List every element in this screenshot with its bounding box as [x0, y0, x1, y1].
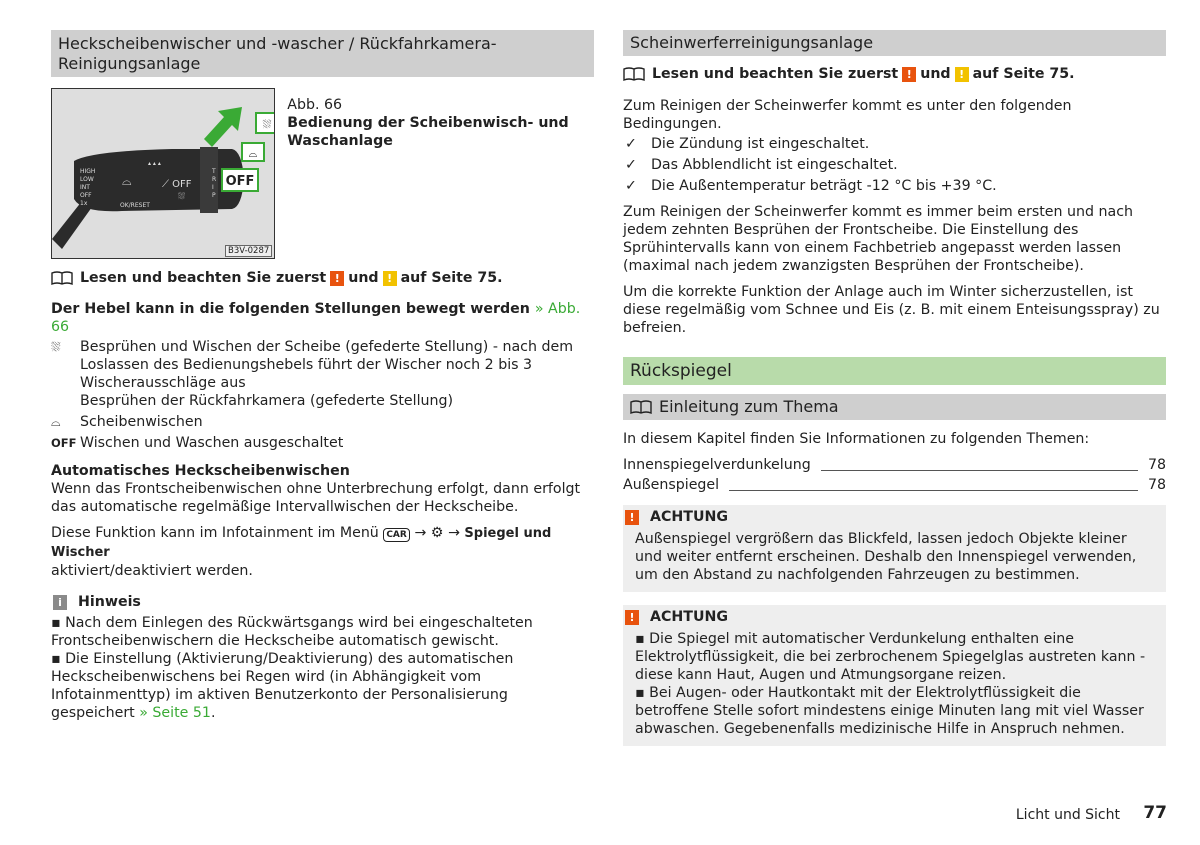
- lever-position-list: [51, 338, 594, 452]
- topics-intro: In diesem Kapitel finden Sie Informationen zu folgenden Themen:: [623, 431, 1090, 447]
- toc-list: [623, 455, 1166, 495]
- warning-box-1: [623, 505, 1166, 592]
- list-item: ⌓ Scheibenwischen: [51, 414, 203, 430]
- warning-box-2: [623, 605, 1166, 746]
- book-icon: [51, 271, 73, 285]
- read-and: und: [920, 66, 951, 82]
- warning-text-2: ▪ Bei Augen- oder Hautkontakt mit der Elektrolytflüssigkeit die betroffene Stelle sofort mindestens einige Minuten lang mit viel Wasser abwaschen. Gegebenenfalls medizinische Hilfe in Anspruch nehmen.: [635, 685, 1144, 737]
- warning-icon: !: [902, 67, 916, 82]
- right-column: [623, 30, 1166, 746]
- book-icon: [623, 67, 645, 81]
- wipe-icon: ⌓: [51, 415, 61, 429]
- off-badge: OFF: [225, 174, 255, 189]
- toc-entry[interactable]: Innenspiegelverdunkelung 78: [623, 457, 1166, 473]
- figure-image-id: B3V-0287: [225, 245, 272, 257]
- page-number: 77: [1143, 803, 1167, 823]
- book-icon: [630, 400, 652, 414]
- read-first-note-right: [623, 65, 1166, 83]
- car-button-icon: CAR: [383, 528, 410, 542]
- wiper-lever-illustration: [51, 88, 275, 259]
- read-and: und: [348, 270, 379, 286]
- figure-66: [51, 88, 594, 259]
- infotainment-path-text: Diese Funktion kann im Infotainment im Menü CAR → ⚙ → Spiegel und Wischer aktiviert/deaktiviert werden.: [51, 525, 552, 579]
- toc-leader: [729, 490, 1138, 491]
- svg-text:R: R: [212, 176, 217, 183]
- svg-text:LOW: LOW: [80, 176, 94, 183]
- list-item: ✓ Die Außentemperatur beträgt -12 °C bis +39 °C.: [623, 176, 1166, 197]
- warning-text: Außenspiegel vergrößern das Blickfeld, lassen jedoch Objekte kleiner und weiter entfernt erscheinen. Deshalb den Innenspiegel verwenden, um den Abstand zu nachfolgenden Fahrzeugen zu bestimmen.: [635, 531, 1137, 583]
- hint-heading: i Hinweis: [51, 593, 594, 611]
- hint-text-1: ▪ Nach dem Einlegen des Rückwärtsgangs wird bei eingeschalteten Frontscheibenwischern die Heckscheibe automatisch gewischt.: [51, 615, 533, 649]
- svg-text:⛆: ⛆: [178, 192, 186, 202]
- svg-text:HIGH: HIGH: [80, 168, 96, 175]
- figure-reference-link[interactable]: » Abb. 66: [51, 301, 581, 335]
- toc-leader: [821, 470, 1138, 471]
- figure-title: Bedienung der Scheibenwisch- und Waschanlage: [287, 115, 569, 149]
- read-first-note-left: [51, 269, 594, 287]
- svg-text:I: I: [212, 184, 214, 191]
- auto-wipe-text: Wenn das Frontscheibenwischen ohne Unterbrechung erfolgt, dann erfolgt das automatische regelmäßige Intervallwischen der Heckscheibe.: [51, 481, 581, 515]
- page-reference-link[interactable]: » Seite 51: [139, 705, 211, 721]
- warning-icon: !: [625, 510, 639, 525]
- read-prefix: Lesen und beachten Sie zuerst: [80, 270, 327, 286]
- list-item: OFF Wischen und Waschen ausgeschaltet: [51, 435, 344, 451]
- list-item: ✓ Das Abblendlicht ist eingeschaltet.: [623, 155, 1166, 176]
- svg-text:⟋ OFF: ⟋ OFF: [162, 179, 192, 190]
- positions-intro: Der Hebel kann in die folgenden Stellungen bewegt werden » Abb. 66: [51, 301, 581, 335]
- wiper-lever-drawing: [52, 89, 275, 259]
- info-icon: i: [53, 595, 67, 610]
- caution-icon: !: [383, 271, 397, 286]
- warning-icon: !: [330, 271, 344, 286]
- toc-entry[interactable]: Außenspiegel 78: [623, 477, 1166, 493]
- check-icon: ✓: [625, 178, 637, 194]
- warning-title: ACHTUNG: [650, 609, 728, 625]
- svg-text:▴ ▴ ▴: ▴ ▴ ▴: [148, 160, 161, 167]
- read-suffix: auf Seite 75.: [972, 66, 1075, 82]
- check-icon: ✓: [625, 157, 637, 173]
- warning-icon: !: [625, 610, 639, 625]
- auto-wipe-title: Automatisches Heckscheibenwischen: [51, 463, 350, 479]
- section-title-rear-wiper: Heckscheibenwischer und -wascher / Rückfahrkamera-Reinigungsanlage: [51, 30, 594, 77]
- chapter-title-mirrors: Rückspiegel: [623, 357, 1166, 385]
- svg-text:1x: 1x: [80, 200, 88, 207]
- headlight-paragraph-1: Zum Reinigen der Scheinwerfer kommt es immer beim ersten und nach jedem zehnten Besprühen der Frontscheibe. Die Einstellung des Sprühintervalls kann von einem Fachbetrieb angepasst werden lassen (maximal nach jedem zwanzigsten Besprühen der Frontscheibe).: [623, 204, 1133, 274]
- svg-text:T: T: [212, 168, 216, 175]
- warning-text-1: ▪ Die Spiegel mit automatischer Verdunkelung enthalten eine Elektrolytflüssigkeit, die bei zerbrochenem Spiegelglas austreten kann - diese kann Haut, Augen und Atmungsorgane reizen.: [635, 631, 1146, 683]
- list-item: ⛆ Besprühen und Wischen der Scheibe (gefederte Stellung) - nach dem Loslassen des Bedienungshebels führt der Wischer noch 2 bis 3 Wischerausschläge aus Besprühen der Rückfahrkamera (gefederte Stellung): [51, 339, 574, 409]
- section-title-headlight-cleaning: Scheinwerferreinigungsanlage: [623, 30, 1166, 56]
- warning-title: ACHTUNG: [650, 509, 728, 525]
- menu-item-mirror-wiper: Spiegel und Wischer: [51, 526, 552, 560]
- spray-wipe-icon: ⛆: [51, 340, 61, 354]
- check-icon: ✓: [625, 136, 637, 152]
- read-suffix: auf Seite 75.: [400, 270, 503, 286]
- caution-icon: !: [955, 67, 969, 82]
- svg-text:⌓: ⌓: [122, 174, 132, 188]
- svg-text:⛆: ⛆: [262, 118, 272, 131]
- footer-section-name: Licht und Sicht: [1015, 807, 1120, 823]
- headlight-paragraph-2: Um die korrekte Funktion der Anlage auch im Winter sicherzustellen, ist diese regelmäßig vom Schnee und Eis (z. B. mit einem Enteisungsspray) zu befreien.: [623, 284, 1160, 336]
- list-item: ✓ Die Zündung ist eingeschaltet.: [623, 134, 1166, 155]
- headlight-intro: Zum Reinigen der Scheinwerfer kommt es unter den folgenden Bedingungen.: [623, 98, 1072, 132]
- intro-topic-heading: Einleitung zum Thema: [623, 394, 1166, 420]
- left-column: [51, 30, 594, 722]
- hint-text-2: ▪ Die Einstellung (Aktivierung/Deaktivierung) des automatischen Heckscheibenwischens bei Regen wird (in Abhängigkeit vom Infotainmenttyp) im aktiven Benutzerkonto der Personalisierung gespeichert » Seite 51.: [51, 651, 514, 721]
- svg-text:OK/RESET: OK/RESET: [120, 202, 150, 209]
- figure-caption: [287, 88, 594, 259]
- svg-text:⌓: ⌓: [248, 147, 258, 160]
- off-symbol: OFF: [51, 436, 77, 450]
- conditions-list: [623, 134, 1166, 197]
- svg-text:P: P: [212, 192, 216, 199]
- svg-text:INT: INT: [80, 184, 90, 191]
- read-prefix: Lesen und beachten Sie zuerst: [652, 66, 899, 82]
- figure-number: Abb. 66: [287, 97, 343, 113]
- settings-gear-icon: ⚙: [430, 525, 444, 541]
- svg-text:OFF: OFF: [80, 192, 92, 199]
